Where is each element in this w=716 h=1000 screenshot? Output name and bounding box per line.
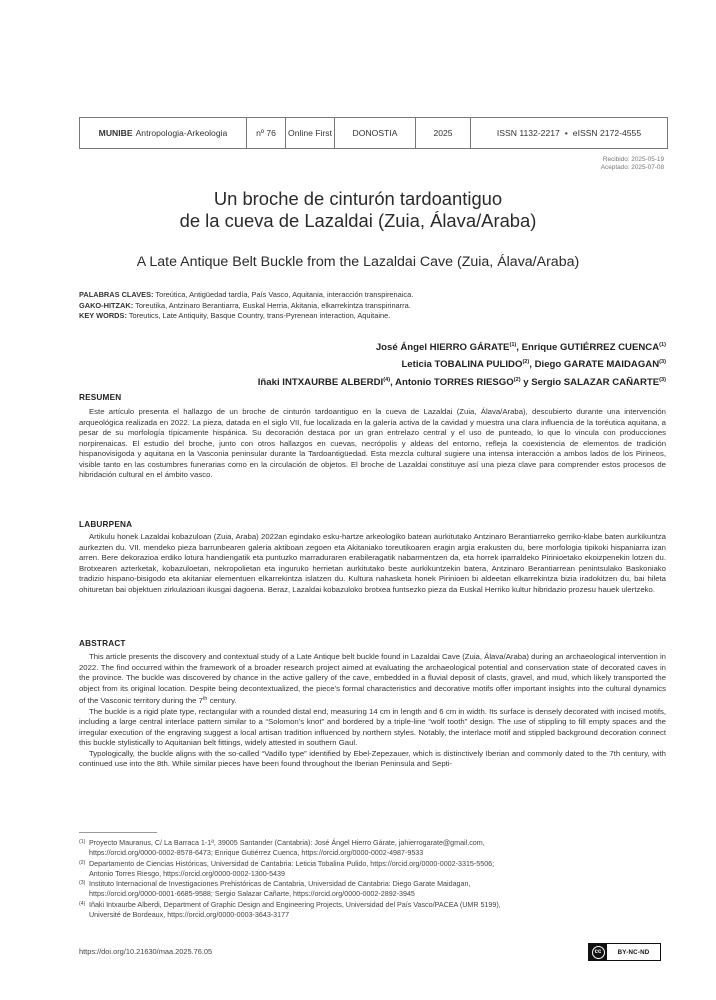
affiliation-mark: (3): [659, 376, 666, 383]
journal-title: MUNIBE: [98, 128, 133, 138]
abstract-text: century.: [207, 696, 237, 706]
journal-header: [79, 117, 668, 149]
city: DONOSTIA: [335, 118, 416, 148]
title-spanish: [0, 188, 716, 232]
affiliation-mark: (1): [509, 342, 517, 348]
footnote-mark: (1): [79, 839, 86, 845]
issue-number: nº 76: [247, 118, 286, 148]
affiliation-mark: (3): [659, 359, 666, 366]
laburpena-section: [79, 520, 666, 595]
abstract-paragraph-3: Typologically, the buckle aligns with the so-called “Vadillo type” identified by Ebel-Zepezauer, which is distinctively Iberian and commonly dated to the 7th century, with continued use into the 8th. While similar pieces have been found throughout the Iberian Peninsula and Septi-: [79, 748, 666, 769]
resumen-text: Este artículo presenta el hallazgo de un broche de cinturón tardoantiguo en la cueva de Lazaldai (Zuia, Álava/Araba), descubierto durante una intervención arqueológica realizada en 2022. La pieza, datada en el siglo VII, fue localizada en la galería activa de la cavidad y muestra una clara influencia de la toréutica aquitana, a pesar de su morfología típicamente hispánica. Su decoración destaca por un gran entrelazo central y el uso de punteado, lo que lo vincula con producciones norpirenaicas. El estudio del broche, junto con otros hallazgos en cuevas, necrópolis y aldeas del entorno, refleja la coexistencia de elementos de tradición hispanovisigoda y aquitana en la Vasconia peninsular durante la Tardoantigüedad. Esta mezcla cultural sugiere una intensa interacción a ambos lados de los Pirineos, visible tanto en las costumbres funerarias como en la circulación de objetos. El broche de Lazaldai constituye así una pieza clave para comprender estos procesos de hibridación cultural en el ámbito vasco.: [79, 407, 666, 480]
footnote-line: Departamento de Ciencias Históricas, Universidad de Cantabria: Leticia Tobalina Pulido, https://orcid.org/0000-0002-3315-5506;: [89, 859, 495, 868]
affiliation-mark: (2): [513, 376, 521, 383]
author-name: , Enrique GUTIÉRREZ CUENCA: [516, 342, 660, 353]
affiliation-mark: (4): [383, 376, 391, 383]
keywords-es: [79, 290, 669, 301]
keywords-block: [79, 290, 669, 322]
abstract-section: [79, 639, 666, 770]
accepted-date: Aceptado: 2025-07-08: [600, 163, 664, 171]
keywords-en: [79, 311, 669, 322]
footnote-mark: (3): [79, 880, 86, 887]
abstract-paragraph-1: [79, 652, 666, 707]
title-line-2: de la cueva de Lazaldai (Zuia, Álava/Araba): [179, 210, 537, 231]
footnote-text: [89, 900, 669, 921]
issn: [471, 118, 667, 148]
issn-print: ISSN 1132-2217: [496, 128, 560, 138]
title-english: A Late Antique Belt Buckle from the Lazaldai Cave (Zuia, Álava/Araba): [136, 254, 580, 270]
keywords-eu: [79, 301, 669, 312]
author-name: José Ángel HIERRO GÁRATE: [375, 342, 510, 353]
keywords-label: PALABRAS CLAVES:: [79, 290, 154, 299]
creative-commons-icon: [589, 944, 607, 960]
footnote-line: Antonio Torres Riesgo, https://orcid.org/0000-0002-1300-5439: [89, 869, 285, 878]
footnote-text: [89, 838, 669, 859]
issn-electronic: eISSN 2172-4555: [572, 128, 642, 138]
affiliation-mark: (2): [522, 359, 530, 366]
author-name: , Antonio TORRES RIESGO: [390, 376, 514, 388]
year: 2025: [416, 118, 471, 148]
footnote-divider: [79, 832, 157, 833]
keywords-label: GAKO-HITZAK:: [79, 300, 134, 310]
journal-series: Antropologia-Arkeologia: [135, 128, 228, 138]
author-line-2: [258, 355, 666, 372]
cc-logo-text: cc: [592, 946, 605, 959]
license-text: BY-NC-ND: [617, 948, 650, 956]
keywords-label: KEY WORDS:: [79, 311, 127, 321]
footnote: [79, 838, 669, 859]
footnote: [79, 900, 669, 921]
keywords-text: Toreutics, Late Antiquity, Basque Country, trans-Pyrenean interaction, Aquitaine.: [128, 311, 391, 321]
section-heading: LABURPENA: [79, 520, 133, 529]
affiliation-mark: (1): [659, 342, 666, 348]
submission-dates: [601, 156, 664, 171]
title-line-1: Un broche de cinturón tardoantiguo: [213, 188, 503, 209]
footnote-line: Proyecto Mauranus, C/ La Barraca 1-1ª, 39005 Santander (Cantabria): José Ángel Hierro Gárate, jahierrogarate@gmail.com,: [89, 839, 485, 847]
footnote-line: https://orcid.org/0000-0001-6685-9588; Sergio Salazar Cañarte, https://orcid.org/0000-0002-2892-3945: [89, 890, 415, 899]
author-name: , Diego GARATE MAIDAGAN: [529, 359, 660, 371]
author-line-1: [258, 338, 666, 355]
online-first: Online First: [286, 118, 335, 148]
resumen-section: [79, 393, 666, 481]
footnote-line: https://orcid.org/0000-0002-8578-6473; Enrique Gutiérrez Cuenca, https://orcid.org/0000-0002-4987-9533: [89, 849, 424, 858]
footnote-text: [89, 859, 669, 880]
abstract-text: This article presents the discovery and contextual study of a Late Antique belt buckle found in Lazaldai Cave (Zuia, Álava/Araba) during an archaeological intervention in 2022. The find occurred within the framework of a broader research project aimed at evaluating the archaeological potential and conservation state of decorated caves in the province. The buckle was discovered by chance in the active gallery of the cave, embedded in a fluvial deposit of clasts, gravel, and mud, which likely transported the object from its original location. Despite being decontextualized, the piece’s formal characteristics and decorative motifs offer important insights into the cultural dynamics of the Vasconic territory during the 7: [79, 652, 666, 706]
section-heading: RESUMEN: [79, 393, 122, 402]
footnote-text: [89, 879, 669, 900]
author-name: Iñaki INTXAURBE ALBERDI: [257, 376, 384, 388]
journal-name: [80, 118, 247, 148]
cc-license-badge[interactable]: [588, 943, 661, 961]
section-heading: ABSTRACT: [79, 639, 126, 648]
keywords-text: Toreútica, Antigüedad tardía, País Vasco, Aquitania, interacción transpirenaica.: [155, 290, 414, 299]
footnotes: [79, 838, 669, 920]
received-date: Recibido: 2025-05-19: [602, 156, 664, 163]
laburpena-text: Artikulu honek Lazaldai kobazuloan (Zuia, Araba) 2022an egindako esku-hartze arkeologiko batean aurkitutako Antzinaro Berantiarreko gerriko-klabe baten aurkikuntza aurkezten du. VII. mendeko pieza barrunbearen galeria aktiboan zegoen eta Akitaniako toreutikoaren eragin argia erakusten du, bere morfologia tipikoki hispaniarra izan arren. Bere dekorazioa erdiko lotura handiengatik eta puntuzko marraduraren erabileragatik nabarmentzen da, eta horrek iparraldeko Pirinioetako ekoizpenekin lotzen du. Brotxearen azterketak, kobazuloetan, nekropolietan eta inguruko herrietan aurkitutako beste aurkikuntzekin batera, Antzinaro Berantiarrean penintsulako Baskoniako tradizio hispano-bisigodo eta akitaniar elementuen elkarrekintza islatzen du. Kultura nahasketa honek Pirinioen bi aldeetan elkarrekintza bizia iradokitzen du, bai hileta ohituretan bai objektuen zirkulazioan ikusgai dagoena. Beraz, Lazaldai kobazuloko brotxea funtsezko pieza da Euskal Herriko kultur hibridazio prozesu hauek ulertzeko.: [79, 532, 666, 594]
ordinal-suffix: th: [202, 696, 208, 703]
abstract-paragraph-2: The buckle is a rigid plate type, rectangular with a rounded distal end, measuring 14 cm in length and 6 cm in width. Its surface is densely decorated with incised motifs, including a large central interlace pattern similar to a “Solomon’s knot” and bordered by a triple-line “wolf tooth” design. The use of stippling to fill empty spaces and the irregular execution of the engraving suggest a local artisan tradition influenced by northern styles. Notably, the interlace motif and stippled background decoration connect this buckle stylistically to Aquitanian belt fittings, widely attested in southern Gaul.: [79, 706, 666, 748]
footnote-mark: (2): [79, 859, 86, 866]
bullet-separator: •: [564, 128, 568, 138]
footnote-line: Iñaki Intxaurbe Alberdi, Department of Graphic Design and Engineering Projects, Universidad del País Vasco/PACEA (UMR 5199),: [89, 900, 501, 909]
footnote-line: Instituto Internacional de Investigaciones Prehistóricas de Cantabria, Universidad de Cantabria: Diego Garate Maidagan,: [89, 880, 471, 889]
author-line-3: [258, 373, 666, 390]
footnote-mark: (4): [79, 900, 86, 907]
author-name: y Sergio SALAZAR CAÑARTE: [520, 376, 660, 388]
author-list: [258, 338, 666, 390]
doi-link[interactable]: https://doi.org/10.21630/maa.2025.76.05: [79, 947, 213, 956]
footnote: [79, 859, 669, 880]
keywords-text: Toreutika, Antzinaro Berantiarra, Euskal Herria, Akitania, elkarrekintza transpirinarra.: [135, 300, 411, 310]
author-name: Leticia TOBALINA PULIDO: [401, 359, 523, 371]
footnote-line: Université de Bordeaux, https://orcid.org/0000-0003-3643-3177: [89, 911, 290, 920]
footnote: [79, 879, 669, 900]
